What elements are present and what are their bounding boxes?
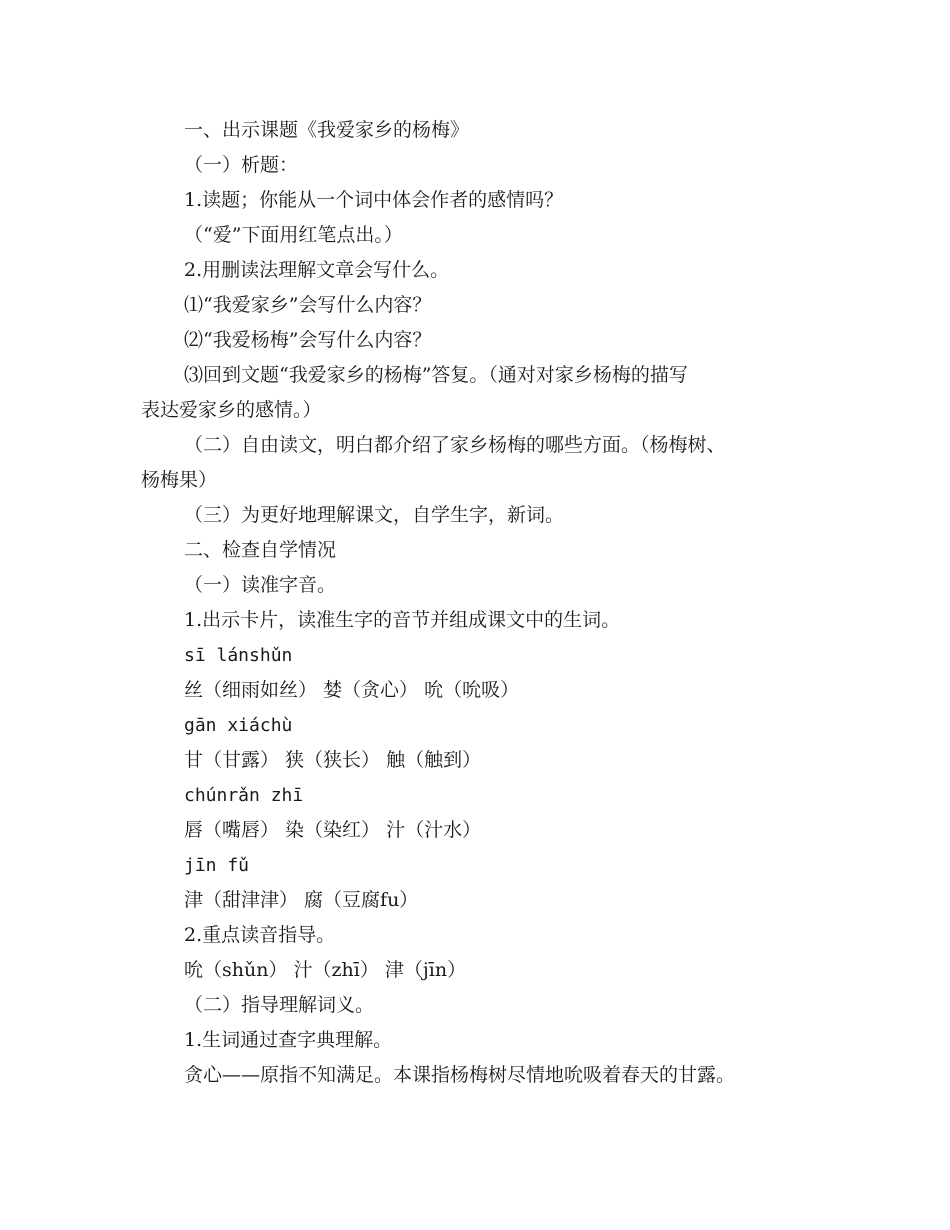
character-line: 甘（甘露） 狭（狭长） 触（触到） bbox=[184, 749, 482, 771]
paragraph-line: 1.出示卡片，读准生字的音节并组成课文中的生词。 bbox=[184, 609, 621, 631]
paragraph-line-continued: 杨梅果） bbox=[141, 469, 218, 491]
character-line: 津（甜津津） 腐（豆腐fu） bbox=[184, 889, 419, 911]
paragraph-line: 2.重点读音指导。 bbox=[184, 924, 336, 946]
character-line: 吮（shǔn） 汁（zhī） 津（jīn） bbox=[184, 959, 467, 981]
paragraph-line-continued: 表达爱家乡的感情。） bbox=[141, 399, 322, 421]
pinyin-line: jīn fǔ bbox=[184, 855, 250, 876]
paragraph-line: （“爱”下面用红笔点出。） bbox=[184, 224, 403, 246]
pinyin-line: chúnrǎn zhī bbox=[184, 785, 304, 806]
pinyin-line: sī lánshǔn bbox=[184, 645, 293, 666]
subheading: （一）读准字音。 bbox=[184, 574, 337, 596]
section-heading-2: 二、检查自学情况 bbox=[184, 539, 337, 561]
paragraph-line: 1.生词通过查字典理解。 bbox=[184, 1029, 393, 1051]
subheading: （二）指导理解词义。 bbox=[184, 994, 375, 1016]
paragraph-line: 1.读题；你能从一个词中体会作者的感情吗？ bbox=[184, 189, 564, 211]
character-line: 唇（嘴唇） 染（染红） 汁（汁水） bbox=[184, 819, 482, 841]
subheading: （二）自由读文，明白都介绍了家乡杨梅的哪些方面。（杨梅树、 bbox=[184, 434, 726, 456]
paragraph-line: 贪心——原指不知满足。本课指杨梅树尽情地吮吸着春天的甘露。 bbox=[184, 1064, 736, 1086]
paragraph-line: ⑶回到文题“我爱家乡的杨梅”答复。（通对对家乡杨梅的描写 bbox=[184, 364, 688, 386]
pinyin-line: gān xiáchù bbox=[184, 715, 293, 736]
paragraph-line: 2.用删读法理解文章会写什么。 bbox=[184, 259, 450, 281]
paragraph-line: ⑴“我爱家乡”会写什么内容？ bbox=[184, 294, 432, 316]
paragraph-line: ⑵“我爱杨梅”会写什么内容？ bbox=[184, 329, 432, 351]
document-body bbox=[141, 113, 821, 1093]
subheading: （三）为更好地理解课文，自学生字，新词。 bbox=[184, 504, 565, 526]
section-heading-1: 一、出示课题《我爱家乡的杨梅》 bbox=[184, 119, 470, 141]
character-line: 丝（细雨如丝） 婪（贪心） 吮（吮吸） bbox=[184, 679, 520, 701]
subheading: （一）析题： bbox=[184, 154, 299, 176]
